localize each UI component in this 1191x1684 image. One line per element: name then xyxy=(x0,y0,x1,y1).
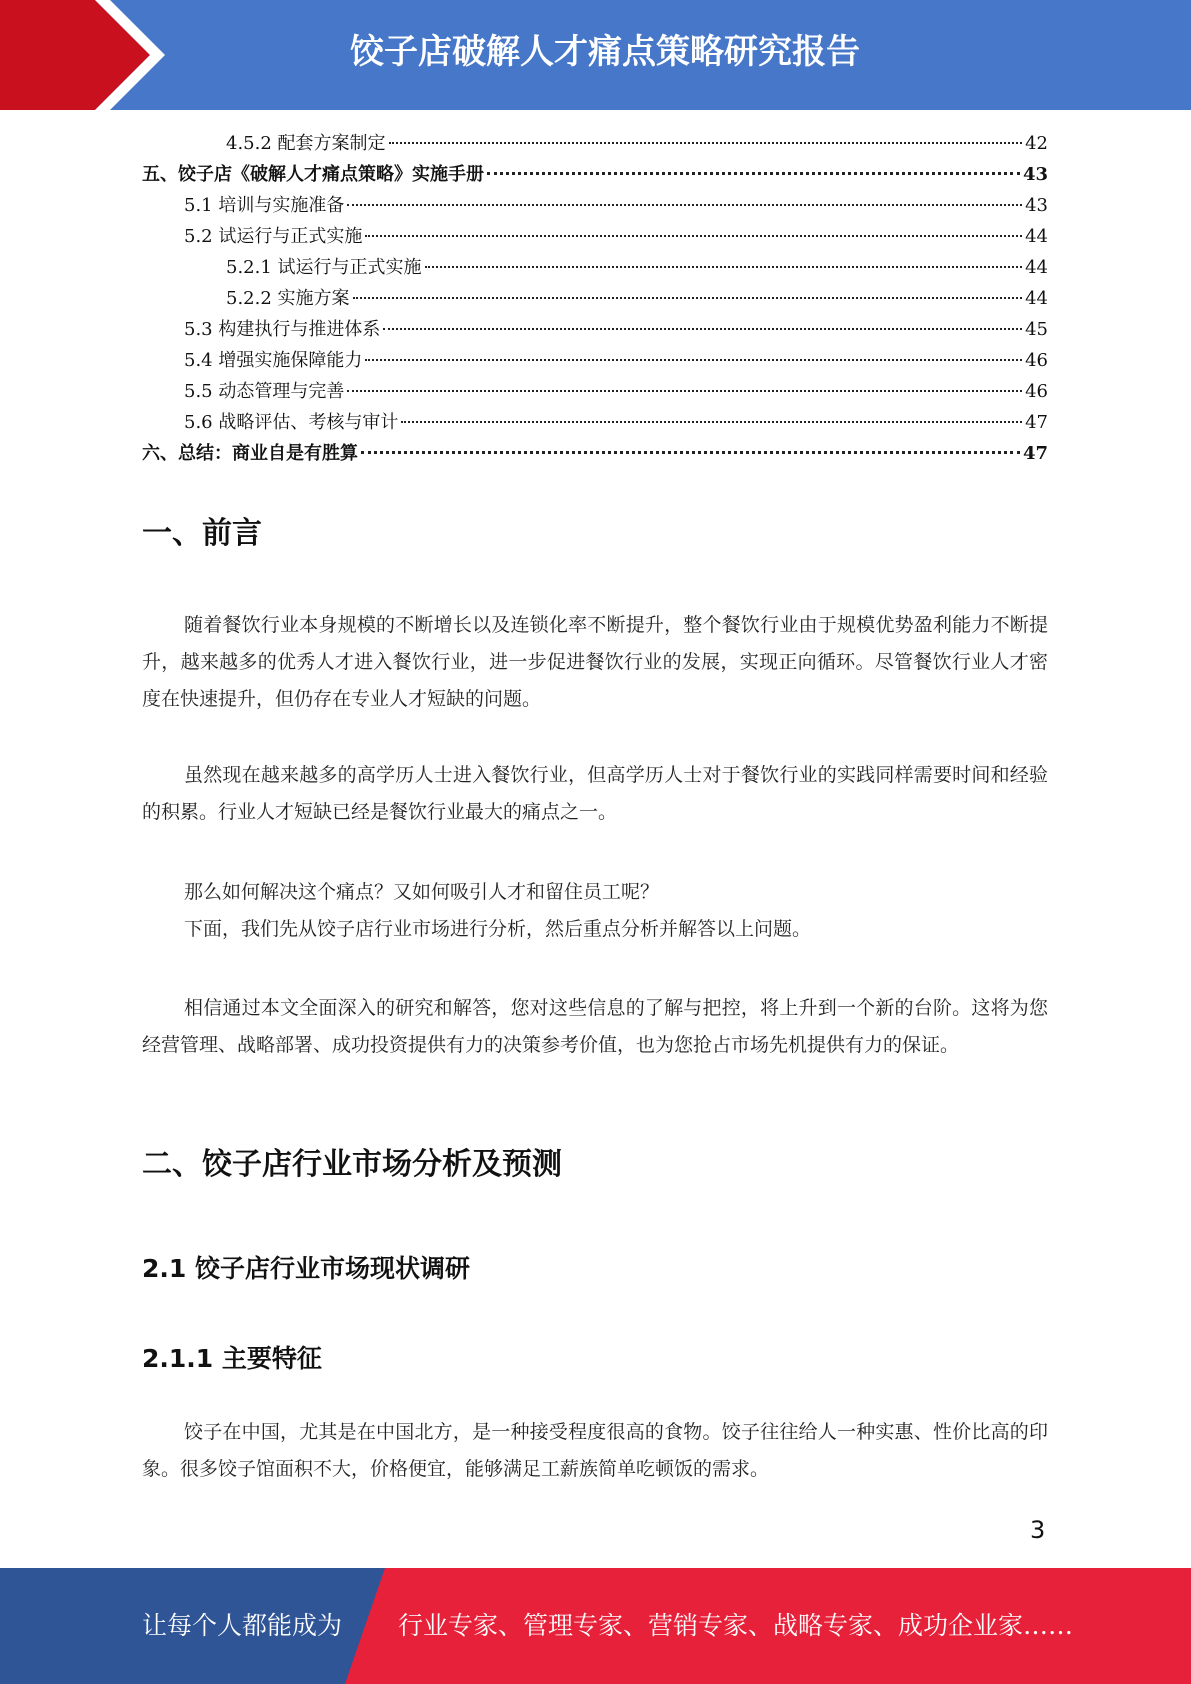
toc-entry-page: 47 xyxy=(1025,412,1048,433)
preface-paragraph-2: 虽然现在越来越多的高学历人士进入餐饮行业，但高学历人士对于餐饮行业的实践同样需要时间和经验的积累。行业人才短缺已经是餐饮行业最大的痛点之一。 xyxy=(142,764,1048,823)
toc-entry-page: 44 xyxy=(1025,226,1048,247)
toc-entry-text: 五、饺子店《破解人才痛点策略》实施手册 xyxy=(142,164,484,185)
page-number: 3 xyxy=(1030,1516,1046,1544)
toc-entry[interactable] xyxy=(142,376,1048,407)
toc-entry[interactable] xyxy=(142,252,1048,283)
toc-entry-text: 5.2.2 实施方案 xyxy=(226,288,350,309)
section-2-1-1-paragraph: 饺子在中国，尤其是在中国北方，是一种接受程度很高的食物。饺子往往给人一种实惠、性价比高的印象。很多饺子馆面积不大，价格便宜，能够满足工薪族简单吃顿饭的需求。 xyxy=(142,1421,1048,1480)
toc-entry-page: 46 xyxy=(1025,350,1048,371)
section-2-1-heading: 2.1 饺子店行业市场现状调研 xyxy=(142,1254,470,1283)
preface-paragraph-4: 相信通过本文全面深入的研究和解答，您对这些信息的了解与把控，将上升到一个新的台阶。这将为您经营管理、战略部署、成功投资提供有力的决策参考价值，也为您抢占市场先机提供有力的保证。 xyxy=(142,997,1048,1056)
toc-entry[interactable] xyxy=(142,190,1048,221)
toc-leader-dots xyxy=(365,234,1022,237)
footer-slogan-left: 让每个人都能成为 xyxy=(142,1611,343,1640)
toc-entry-page: 43 xyxy=(1025,195,1048,216)
toc-leader-dots xyxy=(365,358,1022,361)
toc-entry-page: 47 xyxy=(1022,443,1048,464)
toc-leader-dots xyxy=(487,171,1020,175)
toc-entry-text: 4.5.2 配套方案制定 xyxy=(226,133,386,154)
toc-entry-text: 5.3 构建执行与推进体系 xyxy=(184,319,381,340)
toc-entry-page: 42 xyxy=(1025,133,1048,154)
table-of-contents xyxy=(142,128,1048,469)
toc-entry-text: 5.4 增强实施保障能力 xyxy=(184,350,363,371)
toc-entry[interactable] xyxy=(142,128,1048,159)
toc-leader-dots xyxy=(361,450,1020,454)
preface-paragraph-3a: 那么如何解决这个痛点？又如何吸引人才和留住员工呢？ xyxy=(184,881,660,903)
toc-entry-text: 5.2.1 试运行与正式实施 xyxy=(226,257,422,278)
toc-entry[interactable] xyxy=(142,159,1048,190)
toc-entry-page: 45 xyxy=(1025,319,1048,340)
toc-entry-page: 43 xyxy=(1022,164,1048,185)
toc-leader-dots xyxy=(353,296,1023,299)
toc-entry[interactable] xyxy=(142,283,1048,314)
toc-entry-page: 44 xyxy=(1025,288,1048,309)
preface-heading: 一、前言 xyxy=(142,516,262,551)
toc-leader-dots xyxy=(425,265,1023,268)
toc-entry[interactable] xyxy=(142,221,1048,252)
toc-leader-dots xyxy=(383,327,1022,330)
toc-entry-text: 5.1 培训与实施准备 xyxy=(184,195,345,216)
toc-leader-dots xyxy=(401,420,1022,423)
toc-entry-page: 44 xyxy=(1025,257,1048,278)
section-2-1-1-heading: 2.1.1 主要特征 xyxy=(142,1344,322,1373)
toc-entry-page: 46 xyxy=(1025,381,1048,402)
market-analysis-heading: 二、饺子店行业市场分析及预测 xyxy=(142,1147,562,1182)
footer-slogan-right: 行业专家、管理专家、营销专家、战略专家、成功企业家…… xyxy=(398,1611,1074,1640)
toc-entry[interactable] xyxy=(142,407,1048,438)
toc-leader-dots xyxy=(347,203,1022,206)
toc-entry[interactable] xyxy=(142,314,1048,345)
toc-leader-dots xyxy=(347,389,1022,392)
toc-entry[interactable] xyxy=(142,438,1048,469)
preface-paragraph-3b: 下面，我们先从饺子店行业市场进行分析，然后重点分析并解答以上问题。 xyxy=(184,918,812,940)
page-header xyxy=(0,0,1191,110)
toc-entry-text: 5.6 战略评估、考核与审计 xyxy=(184,412,399,433)
toc-entry[interactable] xyxy=(142,345,1048,376)
page-footer xyxy=(0,1568,1191,1684)
toc-entry-text: 六、总结：商业自是有胜算 xyxy=(142,443,358,464)
toc-entry-text: 5.2 试运行与正式实施 xyxy=(184,226,363,247)
toc-leader-dots xyxy=(389,141,1023,144)
preface-paragraph-1: 随着餐饮行业本身规模的不断增长以及连锁化率不断提升，整个餐饮行业由于规模优势盈利能力不断提升，越来越多的优秀人才进入餐饮行业，进一步促进餐饮行业的发展，实现正向循环。尽管餐饮行业人才密度在快速提升，但仍存在专业人才短缺的问题。 xyxy=(142,614,1048,710)
toc-entry-text: 5.5 动态管理与完善 xyxy=(184,381,345,402)
header-title: 饺子店破解人才痛点策略研究报告 xyxy=(350,32,860,72)
